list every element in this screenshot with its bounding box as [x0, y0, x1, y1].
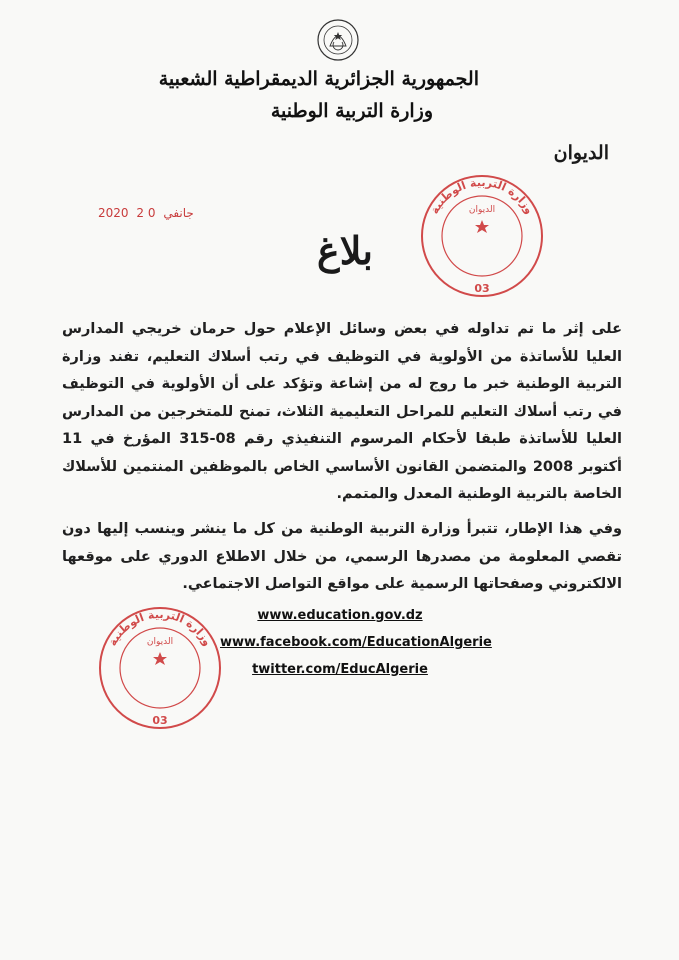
date-stamp	[98, 206, 198, 220]
official-seal-bottom	[96, 604, 224, 732]
date-day: 0 2	[136, 206, 156, 220]
seal-top-number: 03	[474, 282, 490, 295]
seal-top-inner-text: الديوان	[468, 205, 496, 215]
national-emblem-icon	[316, 18, 360, 62]
seal-bottom-outer-text: وزارة التربية الوطنية	[105, 607, 215, 649]
paragraph-2: وفي هذا الإطار، تتبرأ وزارة التربية الوطنية من كل ما ينشر وينسب إليها دون تقصي المعلومة من مصدرها الرسمي، من خلال الاطلاع الدوري على موقعها الالكتروني وصفحاتها الرسمية على مواقع التواصل الاجتماعي.	[62, 521, 622, 592]
paragraph-1: على إثر ما تم تداوله في بعض وسائل الإعلام حول حرمان خريجي المدارس العليا للأساتذة من الأولوية في التوظيف في رتب أسلاك التعليم، تفند وزارة التربية الوطنية خبر ما روج له من إشاعة وتؤكد على أن الأولوية في التوظيف في رتب أسلاك التعليم للمراحل التعليمية الثلاث، تمنح للمتخرجين من المدارس العليا للأساتذة طبقا لأحكام المرسوم التنفيذي رقم 08-315 المؤرخ في 11 أكتوبر 2008 والمتضمن القانون الأساسي الخاص بالموظفين المنتمين للأسلاك الخاصة بالتربية الوطنية المعدل والمتمم.	[62, 321, 622, 502]
seal-top-outer-text: وزارة التربية الوطنية	[427, 175, 537, 217]
date-year: 2020	[98, 206, 129, 220]
notice-title: بلاغ	[317, 228, 373, 273]
ministry-heading: وزارة التربية الوطنية	[270, 100, 433, 122]
republic-heading: الجمهورية الجزائرية الديمقراطية الشعبية	[158, 68, 479, 90]
date-month: جانفي	[163, 206, 194, 220]
facebook-link[interactable]: www.facebook.com/EducationAlgerie	[220, 635, 492, 650]
website-link[interactable]: www.education.gov.dz	[257, 608, 423, 623]
seal-bottom-inner-text: الديوان	[146, 637, 174, 647]
links-block	[220, 602, 492, 683]
twitter-link[interactable]: twitter.com/EducAlgerie	[252, 662, 428, 677]
seal-bottom-number: 03	[152, 714, 168, 727]
department-label: الديوان	[553, 142, 609, 164]
